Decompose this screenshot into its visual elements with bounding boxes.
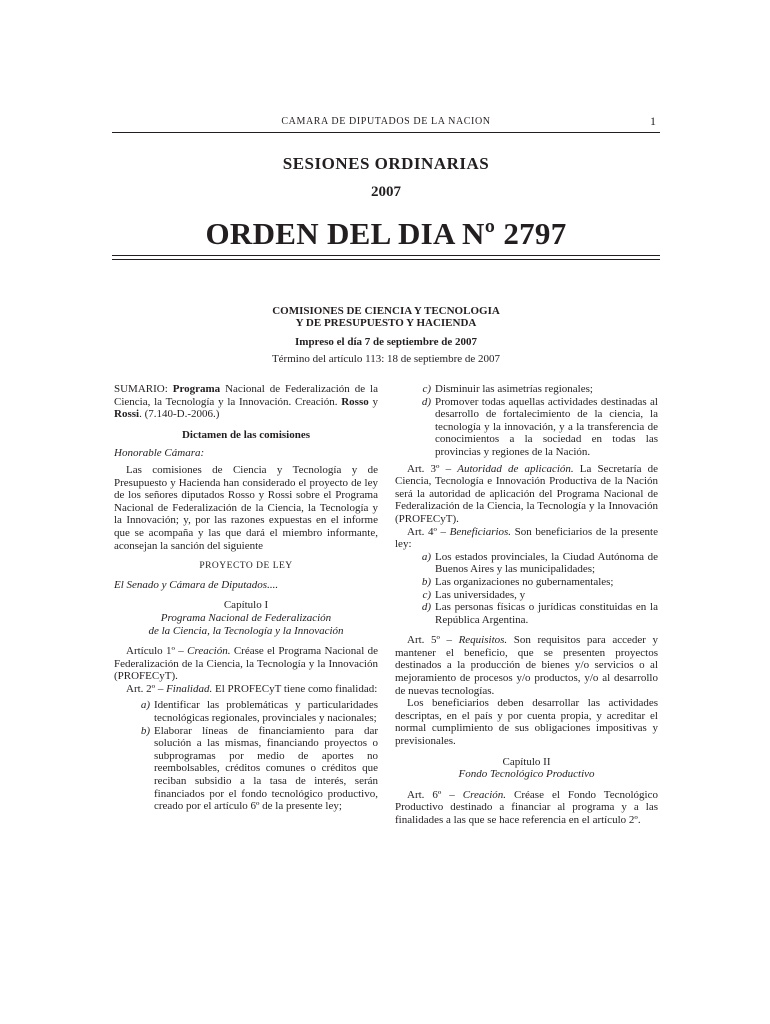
list-item-label: c) <box>422 588 431 601</box>
chapter-2-label: Capítulo II <box>502 755 551 768</box>
summary-paragraph <box>114 383 378 421</box>
list-item-text: Las organizaciones no gubernamentales; <box>435 575 614 588</box>
list-item-label: a) <box>421 550 431 563</box>
summary-and: y <box>368 395 379 408</box>
list-item-label: c) <box>422 383 431 395</box>
list-item-label: b) <box>421 575 431 588</box>
article-2-name: Finalidad. <box>166 682 213 695</box>
intro-paragraph: Las comisiones de Ciencia y Tecnología y de Presupuesto y Hacienda han considerado el proyecto de ley de los señores diputados Rosso y Rossi sobre el Programa Nacional de Federalización de la Ciencia, la Tecnología y la Innovación; y, por las razones expuestas en el informe que se acompaña y las que dará el miembro informante, aconsejan la sanción del siguiente <box>114 463 378 552</box>
list-item-text: Promover todas aquellas actividades destinadas al desarrollo de fortalecimiento de la ciencia, la tecnología y la innovación, y a la transferencia de conocimientos a la sociedad en todas las provincias y regiones de la Nación. <box>435 395 658 458</box>
list-item <box>395 576 658 589</box>
list-item <box>114 699 378 724</box>
committees-heading <box>112 305 660 329</box>
list-item <box>395 383 658 396</box>
summary-bold-word: Programa <box>172 383 221 395</box>
sessions-title: SESIONES ORDINARIAS <box>282 154 490 173</box>
article-2-head: Art. 2º – <box>126 682 167 695</box>
committees-line-2: Y DE PRESUPUESTO Y HACIENDA <box>295 317 477 329</box>
header-title: CAMARA DE DIPUTADOS DE LA NACION <box>281 116 491 127</box>
list-item-text: Las universidades, y <box>435 588 526 601</box>
summary-label: SUMARIO: <box>114 383 173 395</box>
left-column <box>114 383 378 813</box>
article-6-head: Art. 6º – <box>407 788 463 801</box>
article-4 <box>395 526 658 551</box>
bill-heading: PROYECTO DE LEY <box>199 561 293 572</box>
list-item <box>395 551 658 576</box>
running-header <box>112 112 660 133</box>
chapter-2-title: Fondo Tecnológico Productivo <box>458 768 595 781</box>
article-term-date: Término del artículo 113: 18 de septiembre de 2007 <box>271 353 501 365</box>
article-3-text: La Secretaría de Ciencia, Tecnología e Innovación Productiva de la Nación será la autoridad de aplicación del Programa Nacional de Federalización de la Ciencia, la Tecnología y la Innovación (PROFECyT). <box>395 462 658 525</box>
chapter-1-title-line-2: de la Ciencia, la Tecnología y la Innovación <box>148 624 344 637</box>
article-5 <box>395 634 658 697</box>
right-column <box>395 383 658 827</box>
article-2-text: El PROFECyT tiene como finalidad: <box>212 682 378 695</box>
article-4-head: Art. 4º – <box>407 525 450 538</box>
page-number: 1 <box>650 114 656 128</box>
article-3-name: Autoridad de aplicación. <box>457 462 574 475</box>
article-5-paragraph-2: Los beneficiarios deben desarrollar las actividades descriptas, en el país y por cuenta propia, y acreditar el normal cumplimiento de sus obligaciones impositivas y previsionales. <box>395 697 658 748</box>
article-6-name: Creación. <box>462 788 507 801</box>
list-item-text: Disminuir las asimetrías regionales; <box>435 383 593 395</box>
article-3 <box>395 463 658 526</box>
summary-author-2: Rossi <box>114 408 140 421</box>
article-3-head: Art. 3º – <box>407 462 458 475</box>
article-1 <box>114 645 378 683</box>
article-4-name: Beneficiarios. <box>449 525 512 538</box>
list-item <box>395 396 658 459</box>
article-6-text: Créase el Fondo Tecnológico Productivo destinado a financiar al programa y a las finalidades a las que se hace referencia en el artículo 2º. <box>395 788 658 826</box>
summary-reference: . (7.140-D.-2006.) <box>139 408 220 421</box>
summary-author-1: Rosso <box>341 395 369 408</box>
article-5-text: Son requisitos para acceder y mantener el beneficio, que se presenten proyectos destinados a la producción de bienes y/o servicios o al mejoramiento de procesos y/o productos, y/o al desarrollo de nuevas tecnologías. <box>395 634 658 697</box>
list-item-text: Los estados provinciales, la Ciudad Autónoma de Buenos Aires y las municipalidades; <box>435 550 658 576</box>
list-item <box>114 725 378 813</box>
list-item-text: Identificar las problemáticas y particularidades tecnológicas regionales, provinciales y nacionales; <box>154 699 378 725</box>
article-6 <box>395 789 658 827</box>
article-1-text: Créase el Programa Nacional de Federalización de la Ciencia, la Tecnología y la Innovación (PROFECyT). <box>114 645 378 683</box>
enacting-clause: El Senado y Cámara de Diputados.... <box>114 578 279 591</box>
list-item-text: Elaborar líneas de financiamiento para dar solución a las mismas, financiando proyectos o subprogramas por medio de aportes no reembolsables, créditos comunes o créditos que reciban subsidio a la tasa de interés, serán financiados por el fondo tecnológico productivo, creado por el artículo 6º de la presente ley; <box>154 724 378 813</box>
list-item-label: d) <box>421 395 431 408</box>
article-1-head: Artículo 1º – <box>126 645 188 658</box>
printed-date: Impreso el día 7 de septiembre de 2007 <box>295 336 477 348</box>
session-year: 2007 <box>371 184 401 200</box>
article-5-name: Requisitos. <box>458 634 508 647</box>
double-rule-divider <box>112 255 660 260</box>
list-item-label: d) <box>421 601 431 614</box>
chapter-1-label: Capítulo I <box>223 599 269 612</box>
article-1-name: Creación. <box>187 645 231 658</box>
order-of-day-title: ORDEN DEL DIA Nº 2797 <box>205 216 567 251</box>
summary-text: Nacional de Federalización de la Ciencia, la Tecnología y la Innovación. Creación. <box>114 383 378 408</box>
list-item-label: b) <box>140 724 150 737</box>
list-item <box>395 589 658 602</box>
list-item <box>395 601 658 626</box>
list-item-label: a) <box>140 699 150 712</box>
chapter-1-title-line-1: Programa Nacional de Federalización <box>160 611 332 624</box>
article-4-text: Son beneficiarios de la presente ley: <box>395 525 658 551</box>
dictamen-heading: Dictamen de las comisiones <box>181 428 310 441</box>
article-2 <box>114 683 378 696</box>
article-5-head: Art. 5º – <box>407 634 459 647</box>
list-item-text: Las personas físicas o jurídicas constituidas en la República Argentina. <box>435 601 658 626</box>
honorable-salutation: Honorable Cámara: <box>114 447 205 460</box>
committees-line-1: COMISIONES DE CIENCIA Y TECNOLOGIA <box>272 305 500 317</box>
